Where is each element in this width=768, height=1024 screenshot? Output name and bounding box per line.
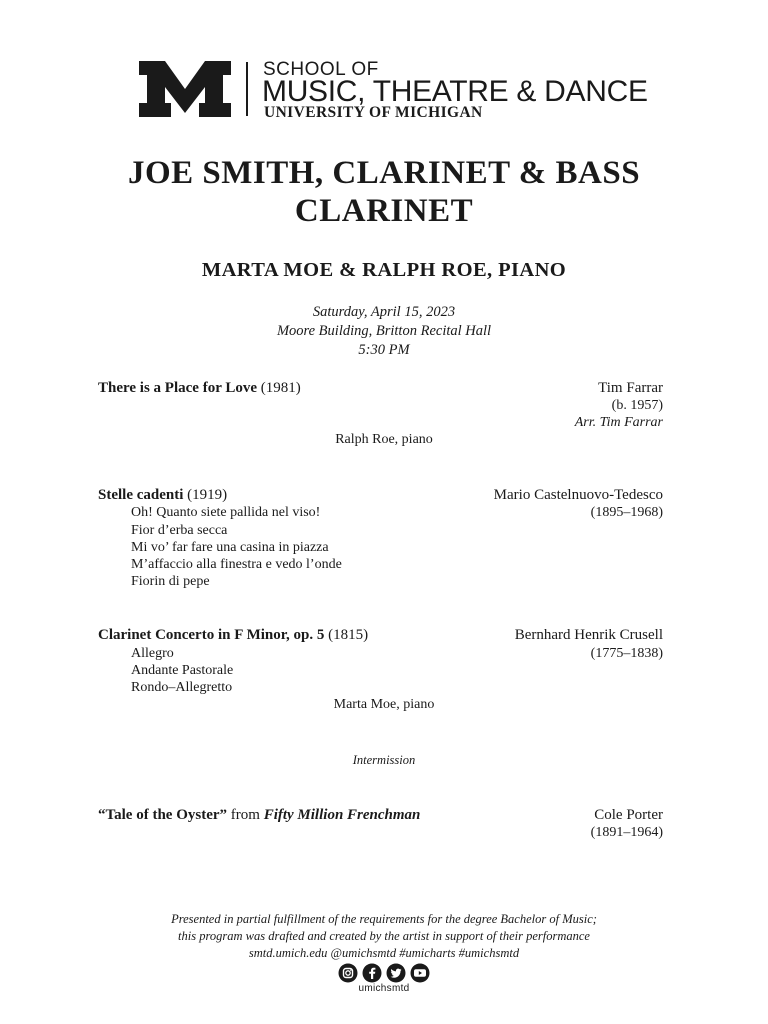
event-date: Saturday, April 15, 2023	[312, 304, 456, 320]
footer-line-2: this program was drafted and created by the artist in support of their performance	[178, 929, 590, 943]
footer-line-1: Presented in partial fulfillment of the requirements for the degree Bachelor of Music;	[171, 912, 597, 926]
piece-1-performer: Ralph Roe, piano	[335, 432, 433, 447]
logo-university: UNIVERSITY OF MICHIGAN	[264, 104, 483, 121]
footer-note	[60, 911, 708, 962]
piece-2-movement: Mi vo’ far fare una casina in piazza	[131, 540, 329, 555]
block-m-logo	[139, 61, 231, 117]
piece-1-arranger: Arr. Tim Farrar	[574, 415, 663, 430]
piece-3-title: Clarinet Concerto in F Minor, op. 5 (1815)	[98, 627, 369, 643]
piece-4-composer: Cole Porter	[594, 807, 663, 823]
piece-2-composer: Mario Castelnuovo-Tedesco	[493, 487, 663, 503]
logo-school-name: MUSIC, THEATRE & DANCE	[262, 75, 648, 108]
page-subtitle: MARTA MOE & RALPH ROE, PIANO	[201, 259, 567, 281]
logo-divider	[246, 62, 248, 116]
piece-4-composer-dates: (1891–1964)	[590, 825, 663, 840]
piece-2-movement: Fior d’erba secca	[131, 523, 228, 538]
intermission-label: Intermission	[352, 753, 416, 767]
logo-school-of: SCHOOL OF	[263, 59, 379, 80]
piece-3-performer: Marta Moe, piano	[333, 697, 435, 712]
piece-1-composer-dates: (b. 1957)	[611, 398, 663, 413]
piece-3-composer: Bernhard Henrik Crusell	[514, 627, 663, 643]
piece-3-movement: Allegro	[131, 646, 174, 661]
title-line-1: JOE SMITH, CLARINET & BASS	[127, 155, 641, 191]
twitter-icon[interactable]	[387, 964, 406, 983]
piece-3-movement: Rondo–Allegretto	[131, 680, 233, 695]
piece-2-movement: Oh! Quanto siete pallida nel viso!	[131, 505, 321, 520]
facebook-icon[interactable]	[363, 964, 382, 983]
social-icons	[338, 963, 430, 983]
event-venue: Moore Building, Britton Recital Hall	[276, 323, 492, 339]
piece-4-title: “Tale of the Oyster” from Fifty Million Frenchman	[98, 807, 421, 823]
social-handle: umichsmtd	[358, 983, 410, 994]
piece-3-composer-dates: (1775–1838)	[590, 646, 663, 661]
event-time: 5:30 PM	[358, 342, 410, 358]
instagram-icon[interactable]	[339, 964, 358, 983]
piece-2-movement: Fiorin di pepe	[131, 574, 210, 589]
piece-2-movement: M’affaccio alla finestra e vedo l’onde	[131, 557, 342, 572]
page-title	[60, 154, 708, 230]
piece-2-composer-dates: (1895–1968)	[590, 505, 663, 520]
footer-line-3: smtd.umich.edu @umichsmtd #umicharts #umichsmtd	[248, 946, 520, 960]
piece-3-movement: Andante Pastorale	[131, 663, 234, 678]
title-line-2: CLARINET	[294, 193, 474, 229]
youtube-icon[interactable]	[411, 964, 430, 983]
piece-1-title: There is a Place for Love (1981)	[98, 380, 301, 396]
piece-1-composer: Tim Farrar	[598, 380, 663, 396]
piece-2-title: Stelle cadenti (1919)	[98, 487, 228, 503]
